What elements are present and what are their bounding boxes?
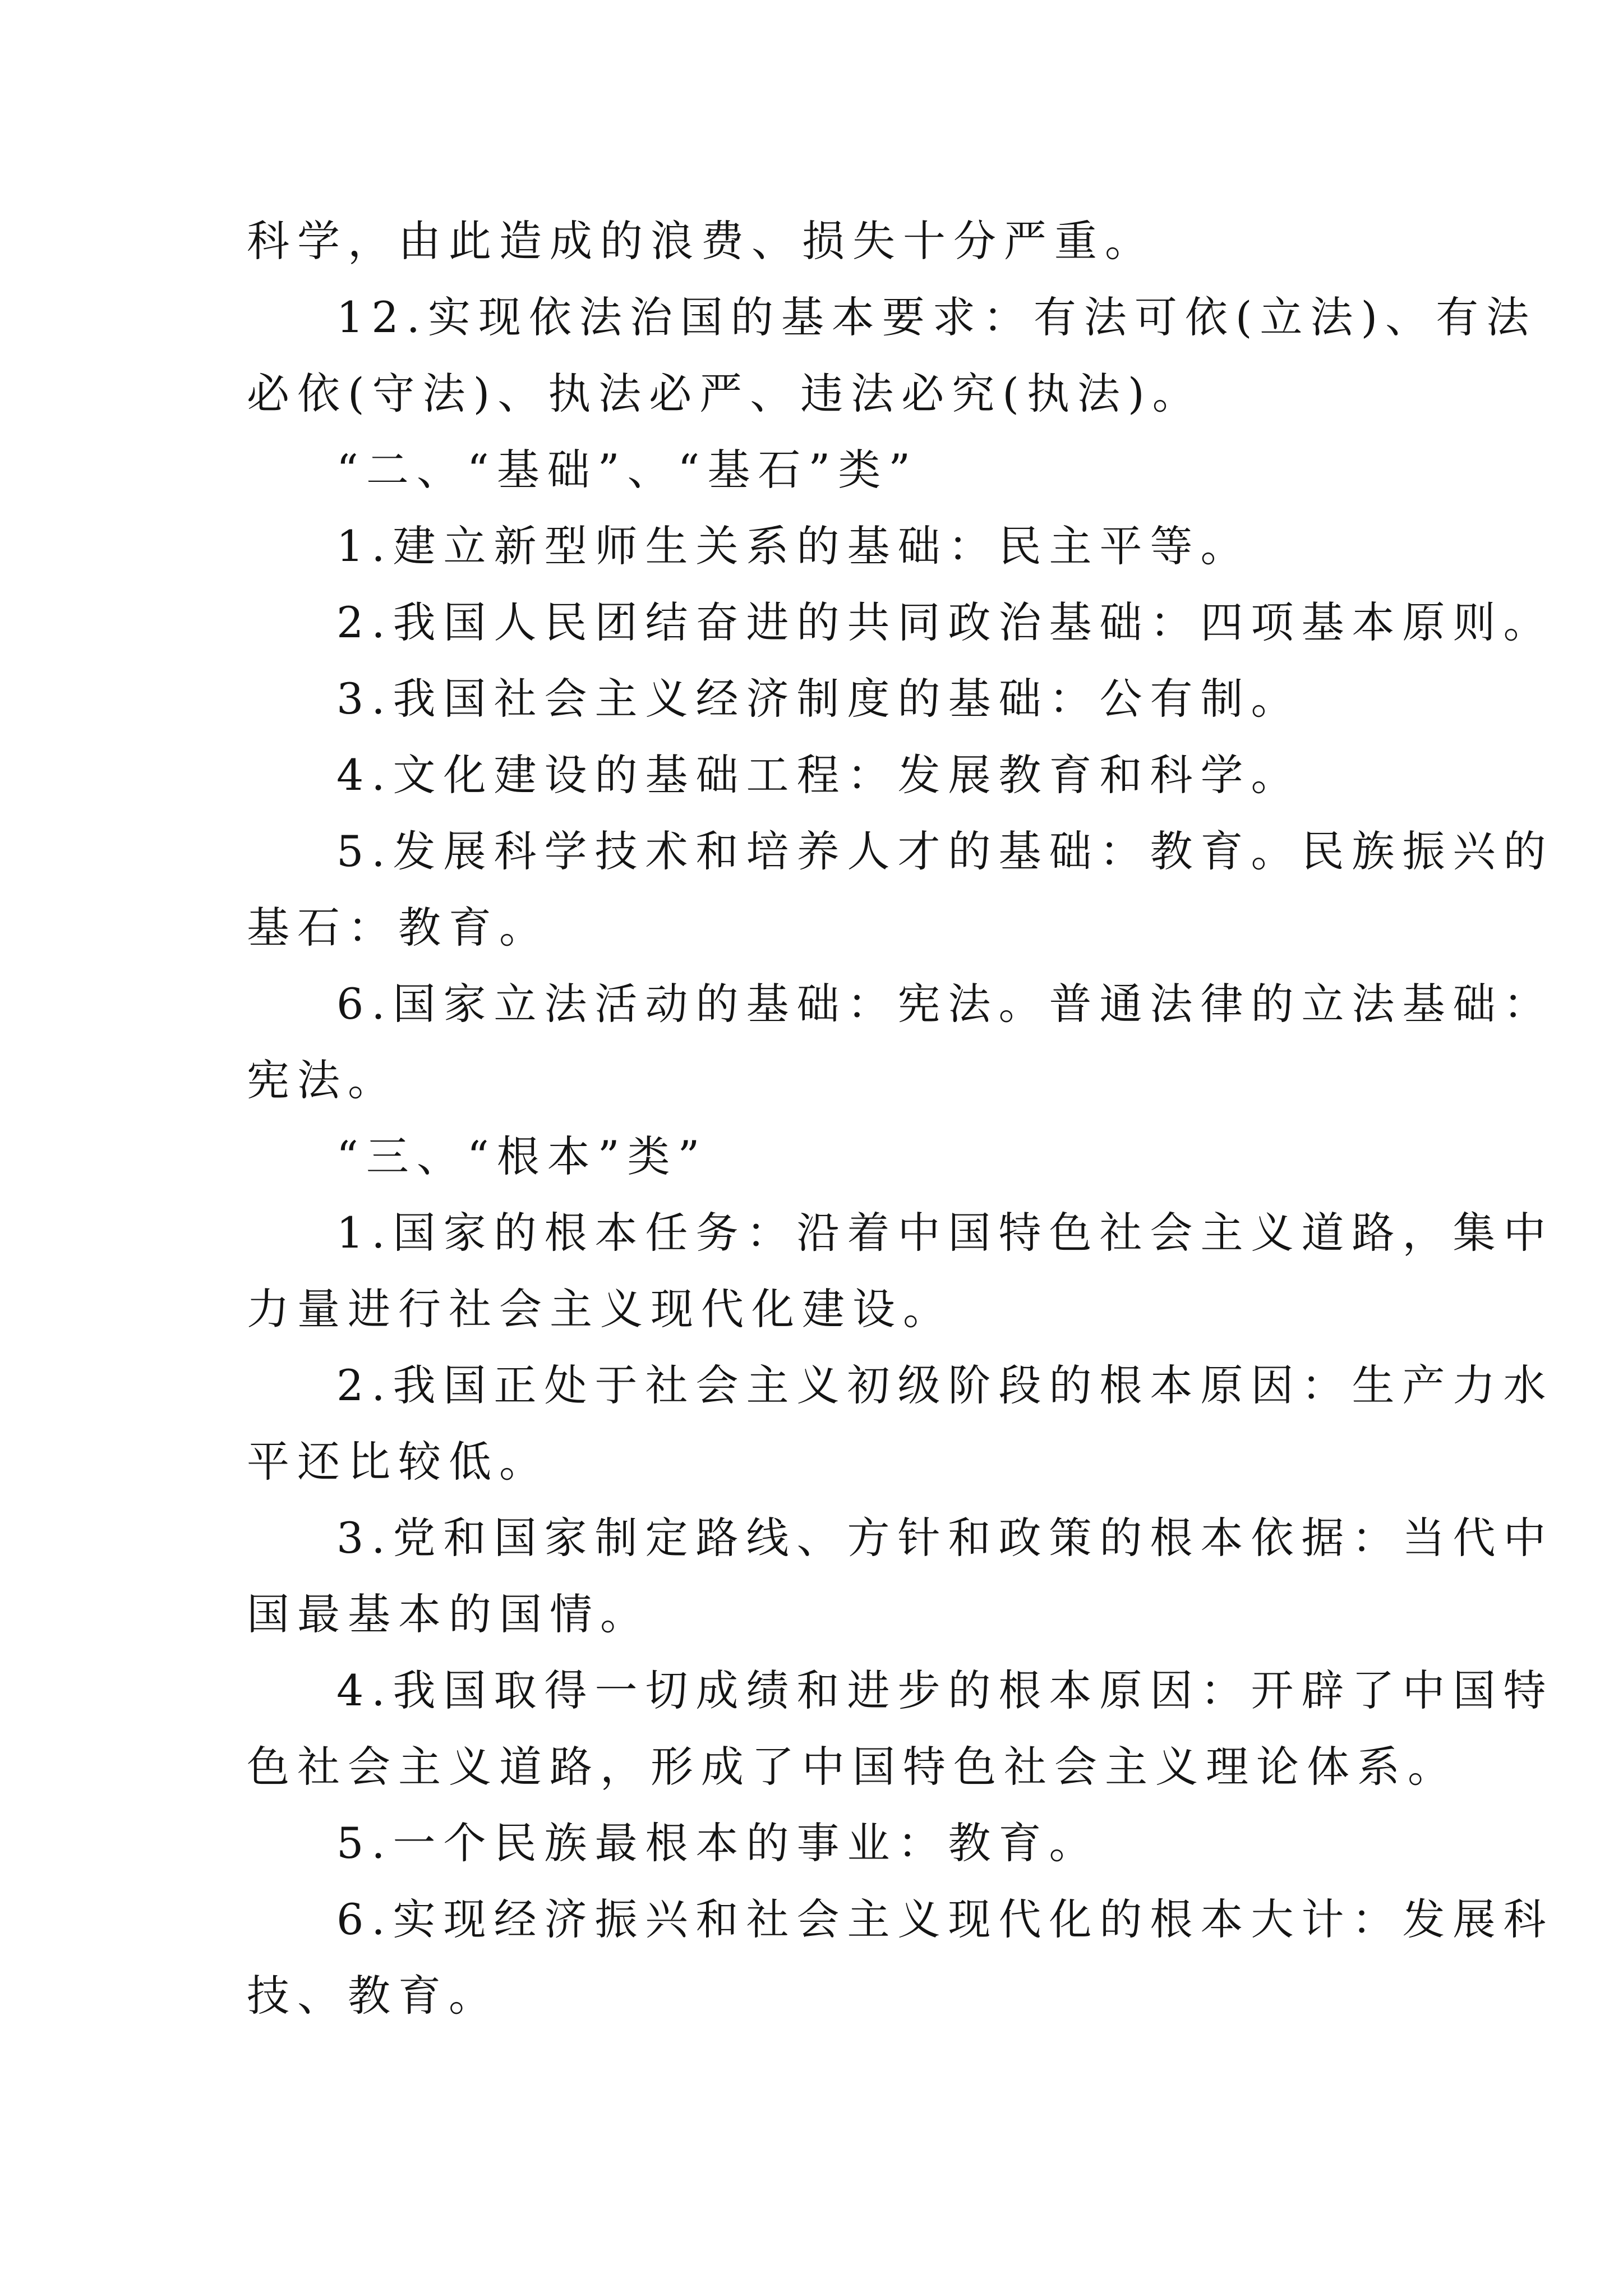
text-line: 宪法。 bbox=[247, 1055, 398, 1105]
text-line: 力量进行社会主义现代化建设。 bbox=[247, 1284, 953, 1334]
text-line: 3.我国社会主义经济制度的基础：公有制。 bbox=[336, 674, 1302, 724]
section-heading: “三、“根本”类” bbox=[336, 1131, 708, 1181]
text-line: 2.我国正处于社会主义初级阶段的根本原因：生产力水 bbox=[336, 1360, 1554, 1410]
text-line: 科学，由此造成的浪费、损失十分严重。 bbox=[247, 216, 1155, 266]
text-line: 国最基本的国情。 bbox=[247, 1589, 651, 1639]
text-line: 6.国家立法活动的基础：宪法。普通法律的立法基础： bbox=[336, 979, 1554, 1029]
section-heading: “二、“基础”、“基石”类” bbox=[336, 445, 919, 495]
text-line: 2.我国人民团结奋进的共同政治基础：四项基本原则。 bbox=[336, 597, 1554, 647]
text-line: 4.我国取得一切成绩和进步的根本原因：开辟了中国特 bbox=[336, 1665, 1554, 1715]
text-line: 5.一个民族最根本的事业：教育。 bbox=[336, 1818, 1100, 1868]
text-line: 色社会主义道路，形成了中国特色社会主义理论体系。 bbox=[247, 1742, 1458, 1792]
text-line: 1.建立新型师生关系的基础：民主平等。 bbox=[336, 521, 1251, 571]
text-line: 6.实现经济振兴和社会主义现代化的根本大计：发展科 bbox=[336, 1894, 1554, 1944]
text-line: 1.国家的根本任务：沿着中国特色社会主义道路，集中 bbox=[336, 1208, 1554, 1258]
text-line: 必依(守法)、执法必严、违法必究(执法)。 bbox=[247, 369, 1203, 418]
text-line: 技、教育。 bbox=[247, 1971, 499, 2021]
text-line: 平还比较低。 bbox=[247, 1437, 550, 1487]
text-line: 5.发展科学技术和培养人才的基础：教育。民族振兴的 bbox=[336, 826, 1554, 876]
text-line: 4.文化建设的基础工程：发展教育和科学。 bbox=[336, 750, 1302, 800]
text-line: 基石：教育。 bbox=[247, 903, 550, 953]
text-line: 3.党和国家制定路线、方针和政策的根本依据：当代中 bbox=[336, 1513, 1554, 1563]
text-line: 12.实现依法治国的基本要求：有法可依(立法)、有法 bbox=[336, 292, 1537, 342]
